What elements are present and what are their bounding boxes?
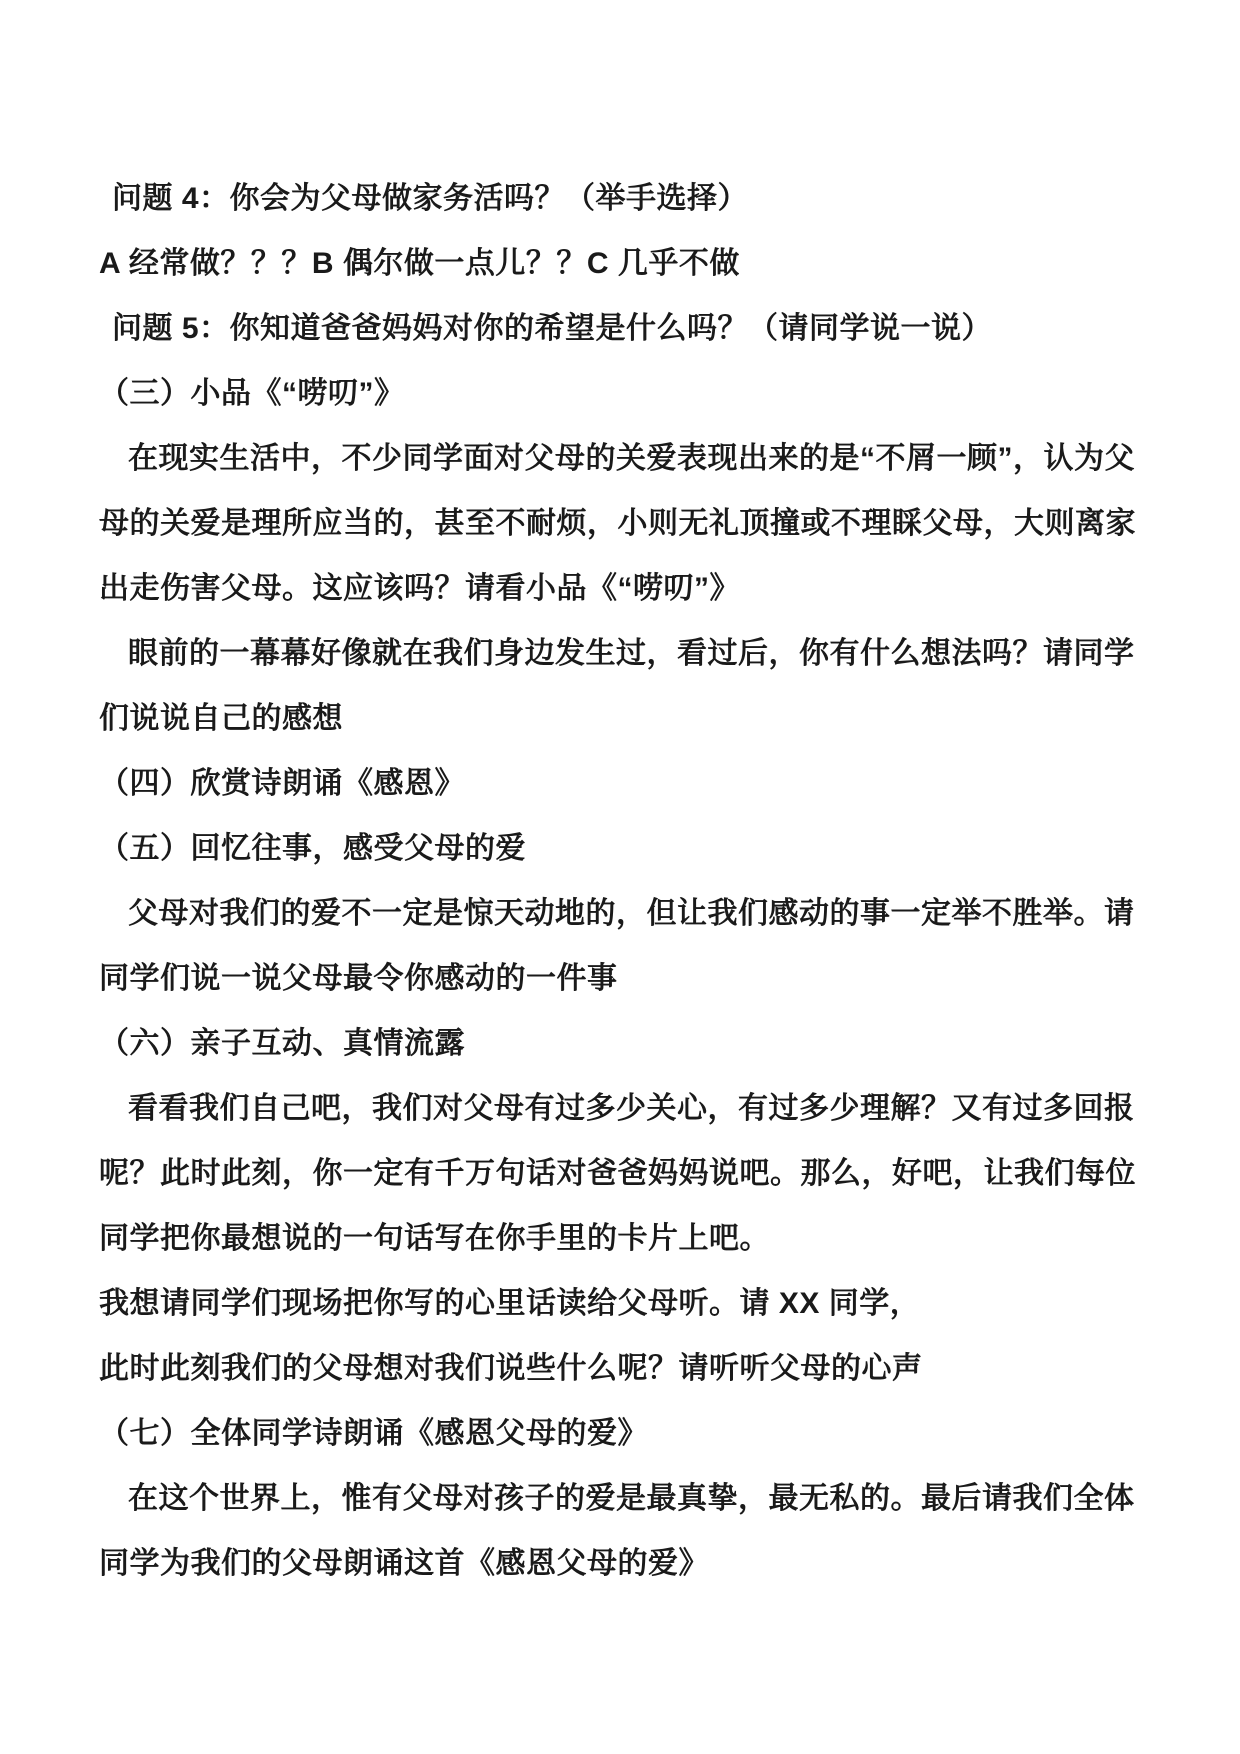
document-line: 在这个世界上，惟有父母对孩子的爱是最真挚，最无私的。最后请我们全体: [128, 1482, 1135, 1515]
document-line: 出走伤害父母。这应该吗？请看小品《“唠叨”》: [99, 572, 740, 605]
section-heading: （六）亲子互动、真情流露: [99, 1027, 465, 1060]
document-line: A 经常做？？？B 偶尔做一点儿？？C 几乎不做: [99, 247, 740, 280]
section-heading: （七）全体同学诗朗诵《感恩父母的爱》: [99, 1417, 648, 1450]
document-line: 在现实生活中，不少同学面对父母的关爱表现出来的是“不屑一顾”，认为父: [128, 442, 1135, 475]
document-line: 问题 4：你会为父母做家务活吗？（举手选择）: [112, 182, 749, 215]
document-line: 我想请同学们现场把你写的心里话读给父母听。请 XX 同学，: [99, 1287, 921, 1320]
document-line: 眼前的一幕幕好像就在我们身边发生过，看过后，你有什么想法吗？请同学: [128, 637, 1135, 670]
document-line: 此时此刻我们的父母想对我们说些什么呢？请听听父母的心声: [99, 1352, 923, 1385]
document-line: 父母对我们的爱不一定是惊天动地的，但让我们感动的事一定举不胜举。请: [128, 897, 1135, 930]
document-line: 同学们说一说父母最令你感动的一件事: [99, 962, 618, 995]
document-line: 呢？此时此刻，你一定有千万句话对爸爸妈妈说吧。那么，好吧，让我们每位: [99, 1157, 1136, 1190]
document-line: 看看我们自己吧，我们对父母有过多少关心，有过多少理解？又有过多回报: [128, 1092, 1135, 1125]
document-line: 母的关爱是理所应当的，甚至不耐烦，小则无礼顶撞或不理睬父母，大则离家: [99, 507, 1136, 540]
section-heading: （五）回忆往事，感受父母的爱: [99, 832, 526, 865]
document-line: 们说说自己的感想: [99, 702, 343, 735]
section-heading: （四）欣赏诗朗诵《感恩》: [99, 767, 465, 800]
section-heading: （三）小品《“唠叨”》: [99, 377, 405, 410]
document-line: 同学为我们的父母朗诵这首《感恩父母的爱》: [99, 1547, 709, 1580]
document-line: 问题 5：你知道爸爸妈妈对你的希望是什么吗？（请同学说一说）: [112, 312, 993, 345]
document-line: 同学把你最想说的一句话写在你手里的卡片上吧。: [99, 1222, 770, 1255]
